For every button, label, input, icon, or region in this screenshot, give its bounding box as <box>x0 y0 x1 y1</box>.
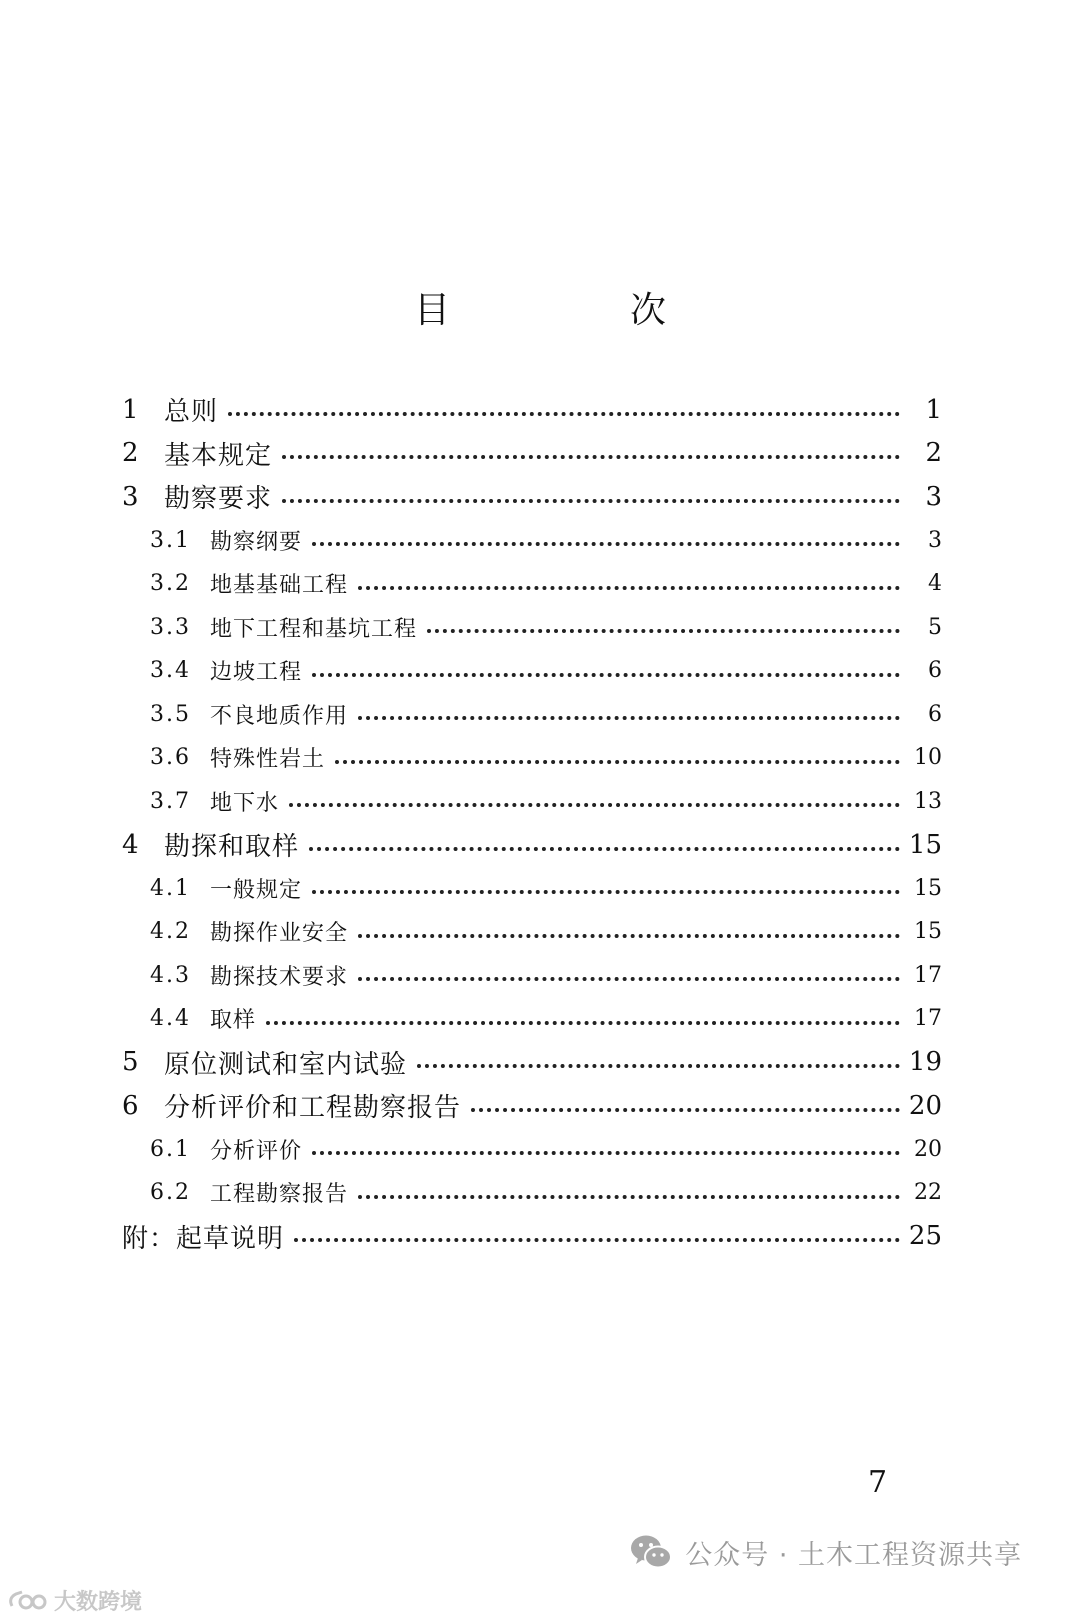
toc-entry-label: 不良地质作用 <box>210 703 349 729</box>
toc-leader-dots <box>312 886 900 894</box>
toc-entry-label: 边坡工程 <box>210 660 303 686</box>
toc-entry-label: 勘探技术要求 <box>210 964 349 990</box>
toc-entry-number: 4.4 <box>150 1006 191 1032</box>
toc-leader-dots <box>417 1060 900 1068</box>
toc-entry-label: 地下工程和基坑工程 <box>210 616 418 642</box>
toc-leader-dots <box>312 1147 900 1155</box>
toc-entry-page: 20 <box>908 1090 942 1121</box>
toc-entry-number: 4 <box>122 829 139 860</box>
toc-entry <box>122 1128 942 1172</box>
toc-leader-dots <box>309 843 900 851</box>
toc-entry-number: 3.6 <box>150 745 191 771</box>
toc-entry-number: 3 <box>122 481 139 512</box>
toc-entry <box>122 562 942 606</box>
toc-entry <box>122 736 942 780</box>
wechat-icon <box>629 1532 673 1572</box>
toc-entry-page: 6 <box>928 658 942 684</box>
page-number: 7 <box>868 1465 888 1500</box>
toc-leader-dots <box>312 538 900 546</box>
toc-leader-dots <box>471 1104 900 1112</box>
toc-entry-label: 勘察要求 <box>164 484 273 515</box>
toc-entry <box>122 867 942 911</box>
toc-entry-label: 附：起草说明 <box>122 1223 285 1254</box>
toc-leader-dots <box>282 451 900 459</box>
toc-entry-page: 19 <box>908 1047 942 1078</box>
toc-entry-page: 5 <box>928 614 942 640</box>
toc-entry-number: 3.2 <box>150 571 191 597</box>
toc-entry <box>122 780 942 824</box>
toc-entry-page: 15 <box>914 919 942 945</box>
toc-leader-dots <box>335 756 900 764</box>
toc-entry-number: 3.4 <box>150 658 191 684</box>
toc-entry-label: 勘察纲要 <box>210 529 303 555</box>
toc-entry <box>122 693 942 737</box>
toc-entry-page: 2 <box>925 438 942 469</box>
toc-entry <box>122 1041 942 1085</box>
toc-leader-dots <box>312 669 900 677</box>
toc-entry-page: 20 <box>914 1136 942 1162</box>
toc-entry <box>122 1084 942 1128</box>
toc-entry-label: 取样 <box>210 1008 257 1034</box>
toc-entry-page: 17 <box>914 962 942 988</box>
toc-entry <box>122 997 942 1041</box>
toc-entry-label: 工程勘察报告 <box>210 1182 349 1208</box>
toc-entry <box>122 475 942 519</box>
toc-entry-label: 地下水 <box>210 790 280 816</box>
table-of-contents <box>122 388 942 1258</box>
toc-leader-dots <box>282 495 900 503</box>
toc-entry-page: 13 <box>914 788 942 814</box>
toc-entry-label: 总则 <box>164 397 219 428</box>
toc-entry-number: 3.1 <box>150 527 191 553</box>
toc-entry <box>122 388 942 432</box>
toc-entry <box>122 823 942 867</box>
toc-leader-dots <box>427 625 900 633</box>
toc-entry-number: 3.7 <box>150 788 191 814</box>
toc-entry-label: 勘探作业安全 <box>210 921 349 947</box>
toc-entry-number: 1 <box>122 394 139 425</box>
toc-entry <box>122 1215 942 1259</box>
toc-entry-page: 15 <box>908 829 942 860</box>
watermark <box>629 1532 1022 1572</box>
toc-entry-page: 3 <box>928 527 942 553</box>
toc-entry-number: 4.2 <box>150 919 191 945</box>
toc-entry-label: 基本规定 <box>164 440 273 471</box>
toc-entry-page: 4 <box>928 571 942 597</box>
toc-entry <box>122 432 942 476</box>
toc-leader-dots <box>358 582 900 590</box>
toc-leader-dots <box>228 408 900 416</box>
toc-entry <box>122 519 942 563</box>
toc-leader-dots <box>358 930 900 938</box>
toc-leader-dots <box>358 712 900 720</box>
toc-entry-page: 22 <box>914 1180 942 1206</box>
toc-entry <box>122 910 942 954</box>
toc-entry-label: 分析评价和工程勘察报告 <box>164 1093 462 1124</box>
toc-entry-label: 一般规定 <box>210 877 303 903</box>
toc-entry-page: 25 <box>908 1221 942 1252</box>
toc-entry-number: 2 <box>122 438 139 469</box>
toc-entry-label: 地基基础工程 <box>210 573 349 599</box>
toc-leader-dots <box>358 1191 900 1199</box>
corner-logo <box>6 1585 142 1616</box>
toc-entry-number: 6.2 <box>150 1180 191 1206</box>
corner-logo-text: 大数跨境 <box>54 1590 143 1615</box>
toc-entry-number: 3.5 <box>150 701 191 727</box>
toc-leader-dots <box>358 973 900 981</box>
toc-entry-page: 10 <box>914 745 942 771</box>
toc-entry-number: 4.1 <box>150 875 191 901</box>
toc-entry <box>122 606 942 650</box>
toc-entry <box>122 1171 942 1215</box>
toc-entry-number: 6.1 <box>150 1136 191 1162</box>
link-logo-icon <box>6 1586 50 1616</box>
toc-leader-dots <box>289 799 900 807</box>
watermark-text: 公众号 · 土木工程资源共享 <box>685 1539 1022 1571</box>
toc-entry-page: 6 <box>928 701 942 727</box>
toc-entry-page: 1 <box>925 394 942 425</box>
toc-entry-label: 分析评价 <box>210 1138 303 1164</box>
toc-entry-page: 3 <box>925 481 942 512</box>
toc-entry-number: 4.3 <box>150 962 191 988</box>
toc-entry-number: 6 <box>122 1090 139 1121</box>
toc-entry <box>122 954 942 998</box>
toc-entry-label: 勘探和取样 <box>164 832 300 863</box>
toc-entry <box>122 649 942 693</box>
toc-entry-label: 特殊性岩土 <box>210 747 326 773</box>
toc-entry-number: 3.3 <box>150 614 191 640</box>
toc-leader-dots <box>266 1017 900 1025</box>
toc-leader-dots <box>294 1234 900 1242</box>
toc-entry-number: 5 <box>122 1047 139 1078</box>
toc-entry-page: 17 <box>914 1006 942 1032</box>
toc-entry-page: 15 <box>914 875 942 901</box>
toc-title: 目 次 <box>413 290 738 331</box>
toc-entry-label: 原位测试和室内试验 <box>164 1049 408 1080</box>
